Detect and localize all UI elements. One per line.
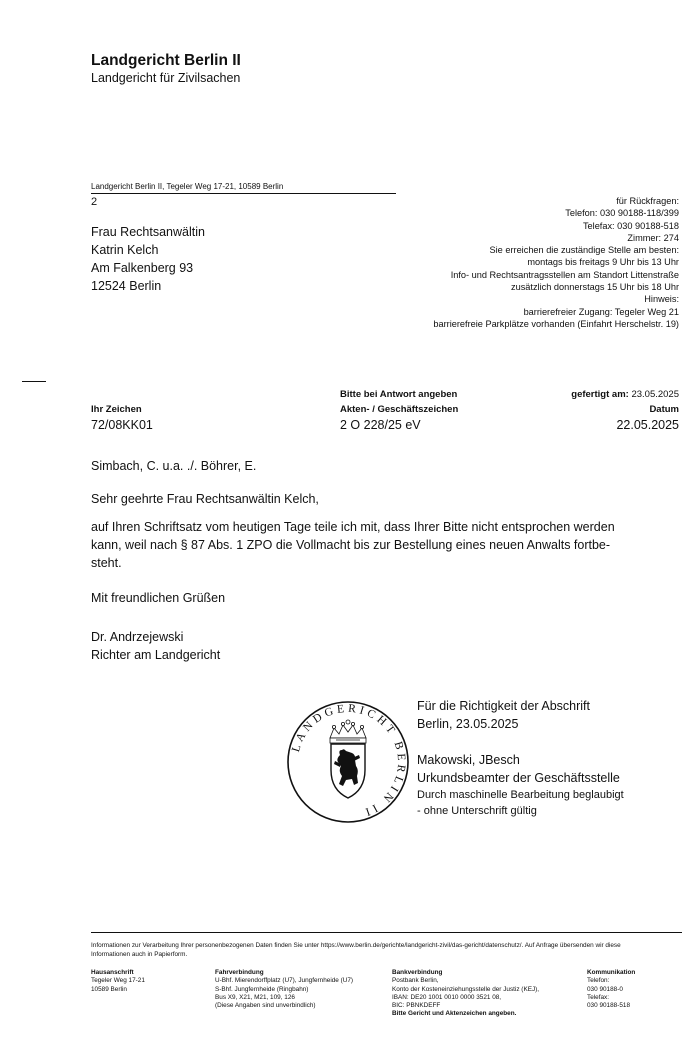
footer-address-line: Tegeler Weg 17-21: [91, 977, 145, 985]
contact-line: Zimmer: 274: [627, 232, 679, 243]
footer-communication-line: Telefon:: [587, 977, 610, 985]
certification-note: Durch maschinelle Bearbeitung beglaubigt: [417, 789, 624, 801]
contact-line: Info- und Rechtsantragsstellen am Standort Littenstraße: [450, 269, 679, 280]
contact-line: montags bis freitags 9 Uhr bis 13 Uhr: [527, 257, 679, 268]
letter-body-line: steht.: [91, 556, 122, 570]
footer-bank-line: Postbank Berlin,: [392, 977, 439, 985]
contact-block: [359, 195, 679, 330]
letter-subject: Simbach, C. u.a. ./. Böhrer, E.: [91, 459, 257, 473]
recipient-number: 2: [91, 196, 98, 208]
seal-graphic: [286, 700, 410, 824]
signer-title: Richter am Landgericht: [91, 648, 221, 662]
footer-bank-note: Bitte Gericht und Aktenzeichen angeben.: [392, 1010, 517, 1018]
reply-note: Bitte bei Antwort angeben: [340, 389, 458, 400]
date-label: Datum: [649, 404, 679, 415]
letter-closing: Mit freundlichen Grüßen: [91, 591, 226, 605]
footer-communication-line: 030 90188-0: [587, 985, 623, 993]
court-seal: [286, 700, 410, 824]
contact-line: Telefax: 030 90188-518: [582, 220, 679, 231]
letter-body-line: auf Ihren Schriftsatz vom heutigen Tage teile ich mit, dass Ihrer Bitte nicht entsprochen werden: [91, 520, 615, 534]
certification-line: Für die Richtigkeit der Abschrift: [417, 699, 590, 713]
recipient-line: Frau Rechtsanwältin: [91, 225, 205, 239]
certification-note: - ohne Unterschrift gültig: [417, 805, 537, 817]
privacy-line: Informationen zur Verarbeitung Ihrer personenbezogenen Daten finden Sie unter https://www.berlin.de/gerichte/landgericht-zivil/das-gericht/datenschutz/. Auf Anfrage übersenden wir diese: [91, 942, 621, 949]
footer-communication-heading: Kommunikation: [587, 969, 636, 976]
footer-divider: [91, 932, 682, 933]
contact-line: Sie erreichen die zuständige Stelle am besten:: [489, 245, 679, 256]
footer-bank-heading: Bankverbindung: [392, 969, 443, 976]
footer-address-heading: Hausanschrift: [91, 969, 134, 976]
created-date-field: [571, 389, 679, 400]
footer-privacy-info: [91, 941, 686, 959]
contact-line: barrierefreier Zugang: Tegeler Weg 21: [523, 306, 679, 317]
sender-address-line: Landgericht Berlin II, Tegeler Weg 17-21, 10589 Berlin: [91, 182, 396, 194]
created-date-value: 23.05.2025: [631, 389, 679, 400]
footer-address-line: 10589 Berlin: [91, 985, 127, 993]
footer-transit-heading: Fahrverbindung: [215, 969, 264, 976]
recipient-line: Am Falkenberg 93: [91, 261, 194, 275]
file-reference-value: 2 O 228/25 eV: [340, 418, 421, 432]
footer-transit-column: [215, 969, 353, 1010]
footer-communication-line: 030 90188-518: [587, 1002, 630, 1010]
footer-transit-line: S-Bhf. Jungfernheide (Ringbahn): [215, 985, 309, 993]
recipient-line: 12524 Berlin: [91, 279, 162, 293]
contact-line: Telefon: 030 90188-118/399: [565, 208, 679, 219]
letter-body-line: kann, weil nach § 87 Abs. 1 ZPO die Vollmacht bis zur Bestellung eines neuen Anwalts fortbe-: [91, 538, 611, 552]
contact-line: barrierefreie Parkplätze vorhanden (Einfahrt Herschelstr. 19): [433, 318, 679, 329]
footer-bank-line: IBAN: DE20 1001 0010 0000 3521 08,: [392, 993, 502, 1001]
footer-transit-line: (Diese Angaben sind unverbindlich): [215, 1002, 316, 1010]
certifying-official-title: Urkundsbeamter der Geschäftsstelle: [417, 771, 620, 785]
footer-bank-line: BIC: PBNKDEFF: [392, 1002, 441, 1010]
date-value: 22.05.2025: [616, 418, 679, 432]
contact-line: zusätzlich donnerstags 15 Uhr bis 18 Uhr: [510, 282, 679, 293]
seal-ring-text: LANDGERICHT BERLIN II: [289, 702, 408, 819]
court-subtitle: Landgericht für Zivilsachen: [91, 71, 241, 85]
footer-communication-column: [587, 969, 635, 1010]
court-name: Landgericht Berlin II: [91, 52, 241, 69]
footer-transit-line: U-Bhf. Mierendorffplatz (U7), Jungfernheide (U7): [215, 977, 354, 985]
contact-line: Hinweis:: [644, 294, 679, 305]
contact-line: für Rückfragen:: [616, 196, 679, 206]
footer-transit-line: Bus X9, X21, M21, 109, 126: [215, 993, 295, 1001]
recipient-line: Katrin Kelch: [91, 243, 159, 257]
crown-icon: [330, 720, 366, 743]
fold-mark: [22, 381, 46, 382]
privacy-line: Informationen auch in Papierform.: [91, 951, 188, 958]
footer-address-column: [91, 969, 145, 994]
footer-bank-line: Konto der Kosteneinziehungsstelle der Justiz (KEJ),: [392, 985, 540, 993]
certifying-official-name: Makowski, JBesch: [417, 753, 520, 767]
file-reference-label: Akten- / Geschäftszeichen: [340, 404, 459, 415]
your-reference-value: 72/08KK01: [91, 418, 153, 432]
signer-name: Dr. Andrzejewski: [91, 630, 184, 644]
letter-salutation: Sehr geehrte Frau Rechtsanwältin Kelch,: [91, 492, 319, 506]
footer-bank-column: [392, 969, 539, 1019]
footer-communication-line: Telefax:: [587, 993, 610, 1001]
certification-place-date: Berlin, 23.05.2025: [417, 717, 519, 731]
created-date-label: gefertigt am:: [571, 389, 629, 400]
your-reference-label: Ihr Zeichen: [91, 404, 142, 415]
